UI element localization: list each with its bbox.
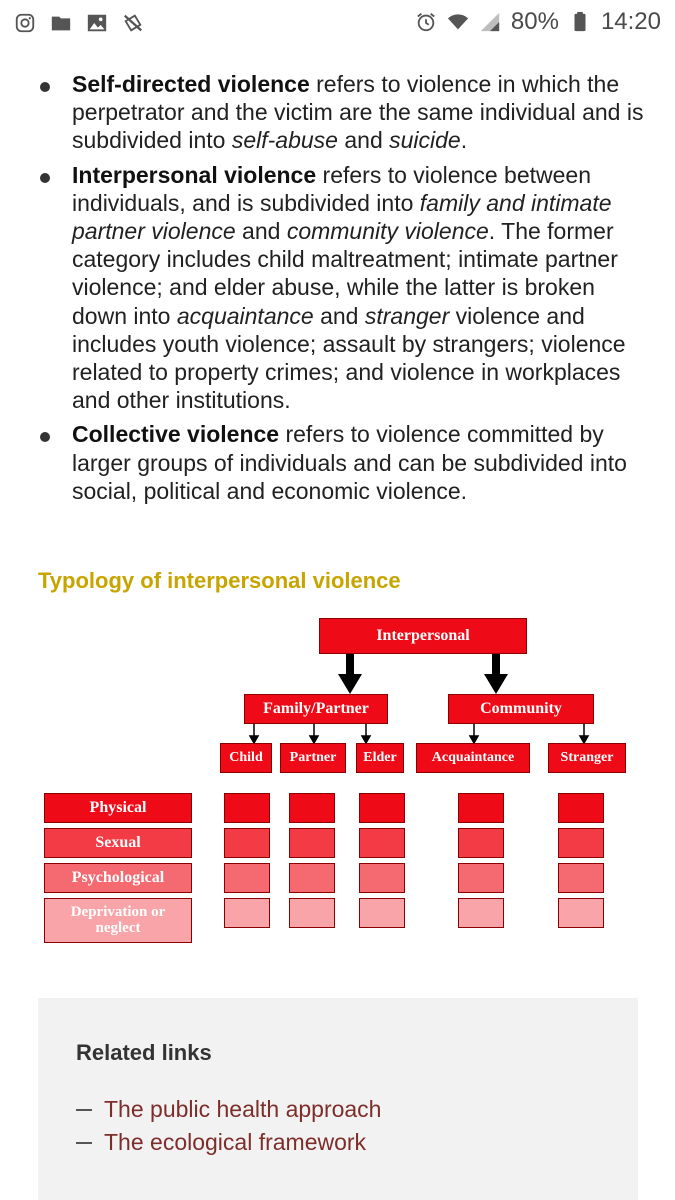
arrow-to-family — [338, 654, 362, 694]
grid-cell — [558, 828, 604, 858]
grid-cell — [289, 863, 335, 893]
small-arrows — [250, 724, 588, 743]
related-link-ecological[interactable] — [76, 1129, 366, 1156]
node-stranger: Stranger — [548, 743, 626, 773]
bullet-emphasis: family and intimate partner violence — [72, 189, 612, 245]
bullet-item — [38, 161, 648, 415]
related-link-label: The ecological framework — [104, 1129, 367, 1155]
image-icon — [86, 12, 108, 34]
grid-cell — [224, 828, 270, 858]
grid-cell — [458, 828, 504, 858]
grid-cell — [224, 898, 270, 928]
grid-cell — [224, 793, 270, 823]
nature-sexual: Sexual — [44, 828, 192, 858]
grid-cell — [359, 793, 405, 823]
node-interpersonal: Interpersonal — [319, 618, 527, 654]
grid-cell — [289, 793, 335, 823]
section-title: Typology of interpersonal violence — [38, 568, 401, 593]
arrow-to-community — [484, 654, 508, 694]
node-community: Community — [448, 694, 594, 724]
typology-diagram — [0, 610, 675, 960]
bullet-emphasis: acquaintance — [176, 302, 314, 329]
grid-cell — [458, 898, 504, 928]
grid-cell — [458, 863, 504, 893]
grid-cell — [359, 863, 405, 893]
signal-icon — [479, 11, 501, 33]
bullet-text: and — [235, 218, 287, 245]
folder-icon — [50, 12, 72, 34]
bullet-text: . — [460, 127, 468, 154]
bullet-text: violence and includes youth violence; assault by strangers; violence related to property crimes; and violence in workplaces and other institutions. — [72, 302, 626, 414]
grid-cell — [359, 898, 405, 928]
bullet-item — [38, 70, 648, 155]
node-child: Child — [220, 743, 272, 773]
bullet-dot-icon — [40, 82, 50, 92]
bullet-emphasis: community violence — [286, 218, 489, 245]
related-links-title: Related links — [76, 1040, 212, 1065]
related-links-panel — [38, 998, 638, 1200]
grid-cell — [458, 793, 504, 823]
clock: 14:20 — [600, 8, 661, 35]
nature-deprivation-or-neglect: Deprivation or neglect — [44, 898, 192, 943]
related-link-label: The public health approach — [104, 1096, 382, 1122]
bullet-item — [38, 420, 648, 505]
nature-psychological: Psychological — [44, 863, 192, 893]
bullet-dot-icon — [40, 432, 50, 442]
bullet-text: and — [337, 127, 390, 154]
grid-cell — [558, 898, 604, 928]
grid-cell — [289, 828, 335, 858]
bullet-text: . The former category includes child maltreatment; intimate partner violence; and elder abuse, while the latter is broken down into — [72, 218, 618, 329]
bullet-emphasis: suicide — [389, 127, 461, 154]
alarm-icon — [415, 11, 437, 33]
bullet-text: refers to violence in which the perpetrator and the victim are the same individual and is subdivided into — [72, 71, 644, 154]
bullet-term: Collective violence — [72, 421, 280, 448]
bullet-emphasis: self-abuse — [231, 127, 338, 154]
bullet-dot-icon — [40, 173, 50, 183]
battery-percent: 80% — [510, 8, 559, 35]
bullet-term: Self-directed violence — [72, 71, 310, 97]
status-bar — [0, 0, 675, 48]
grid-cell — [289, 898, 335, 928]
grid-cell — [558, 863, 604, 893]
dash-icon — [76, 1142, 92, 1144]
nature-physical: Physical — [44, 793, 192, 823]
bullet-emphasis: stranger — [364, 302, 450, 329]
wifi-icon — [447, 11, 469, 33]
node-elder: Elder — [356, 743, 404, 773]
bullet-text: refers to violence between individuals, and is subdivided into — [72, 161, 592, 216]
node-partner: Partner — [280, 743, 346, 773]
grid-cell — [224, 863, 270, 893]
mute-icon — [122, 12, 144, 34]
bullet-text: and — [313, 302, 365, 329]
node-family-partner: Family/Partner — [244, 694, 388, 724]
node-acquaintance: Acquaintance — [416, 743, 530, 773]
definition-list — [38, 70, 648, 511]
grid-cell — [359, 828, 405, 858]
dash-icon — [76, 1109, 92, 1111]
battery-icon — [569, 11, 591, 33]
related-link-public-health[interactable] — [76, 1096, 381, 1123]
grid-cell — [558, 793, 604, 823]
bullet-term: Interpersonal violence — [72, 161, 317, 188]
instagram-icon — [14, 12, 36, 34]
bullet-text: refers to violence committed by larger groups of individuals and can be subdivided into social, political and economic violence. — [72, 421, 627, 504]
